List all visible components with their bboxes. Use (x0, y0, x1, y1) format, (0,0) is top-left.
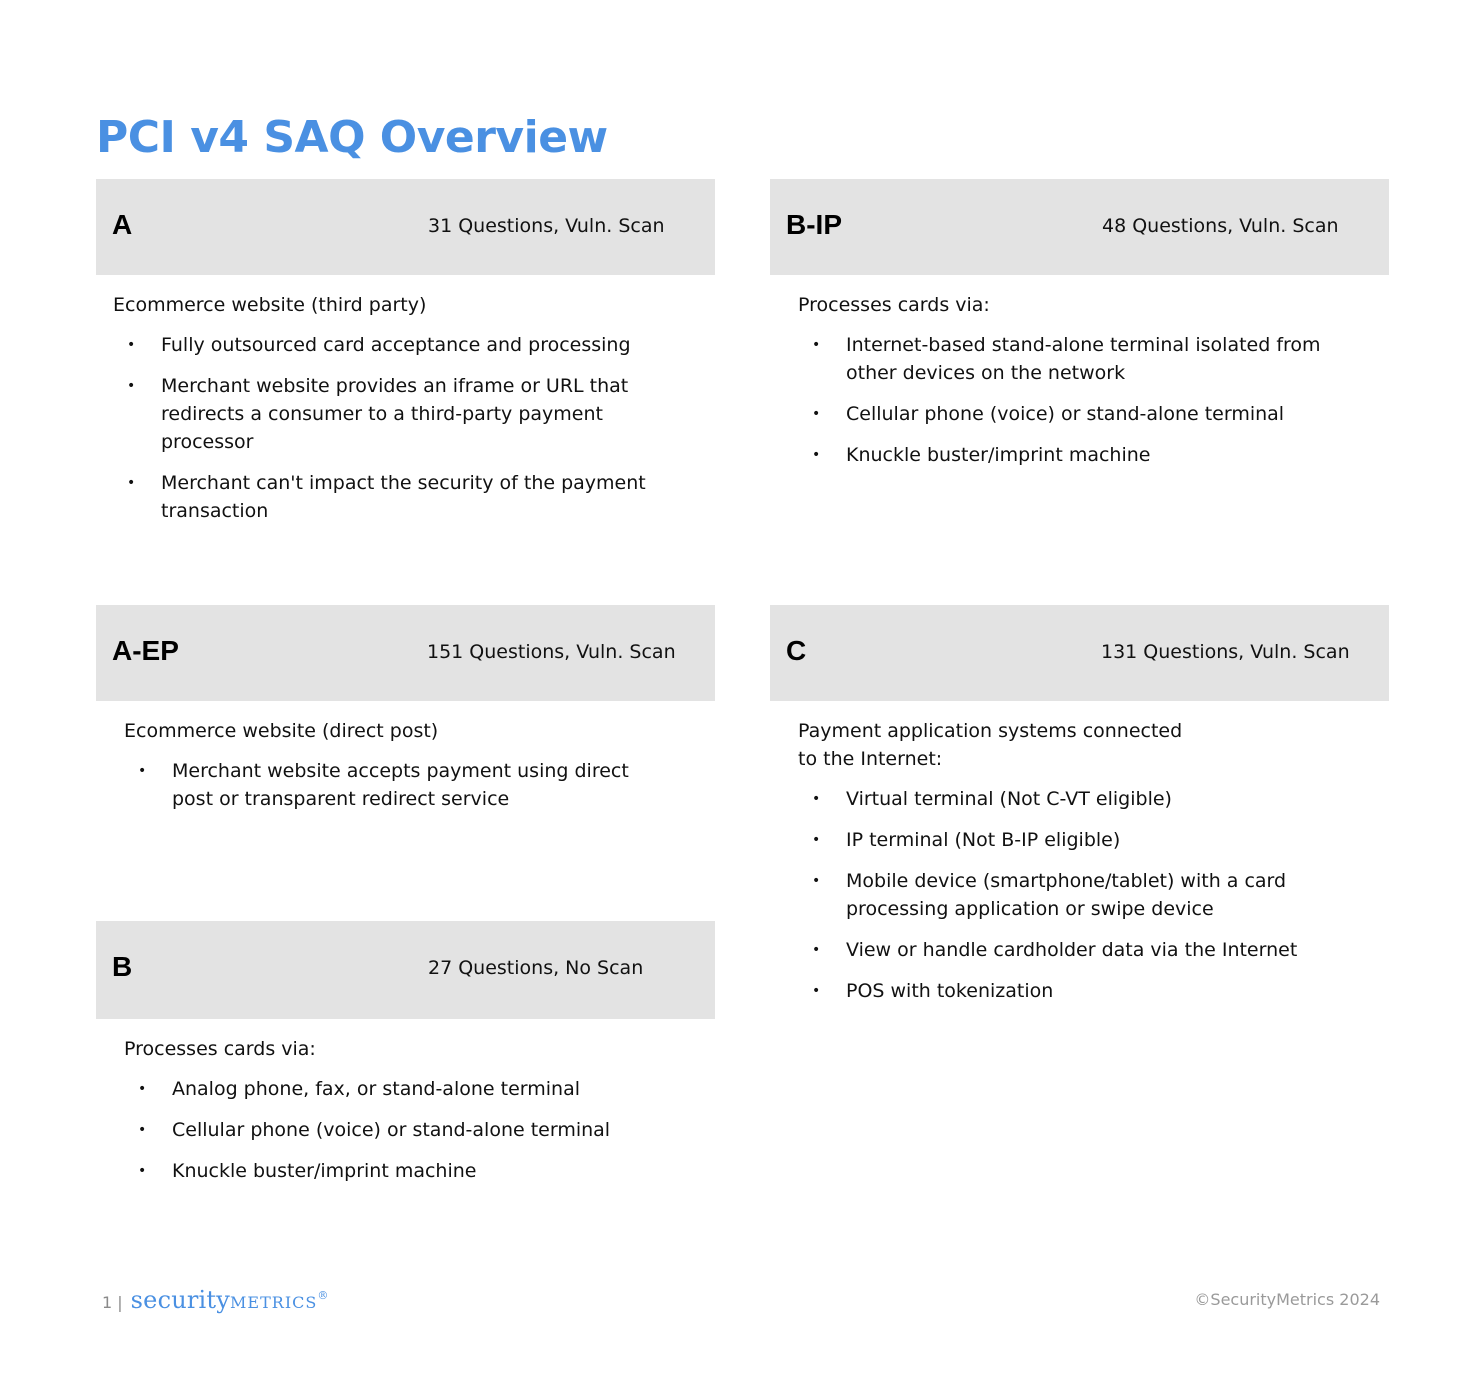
bullet-icon: • (138, 1081, 147, 1097)
saq-code: A-EP (112, 635, 179, 666)
bullet-icon: • (127, 475, 136, 491)
list-item: • View or handle cardholder data via the Internet (798, 936, 1383, 964)
bullet-icon: • (127, 378, 136, 394)
saq-questions: 27 Questions, No Scan (428, 957, 644, 979)
saq-card-c (770, 605, 1389, 1018)
card-intro: Ecommerce website (third party) (113, 294, 427, 316)
saq-code: B (112, 951, 133, 982)
list-item: • IP terminal (Not B-IP eligible) (798, 826, 1383, 854)
list-item: • Merchant can't impact the security of the payment transaction (113, 469, 673, 525)
saq-card-b-ip (770, 179, 1389, 482)
bullet-icon: • (812, 942, 821, 958)
list-item: • Internet-based stand-alone terminal isolated from other devices on the network (798, 331, 1373, 387)
card-body (96, 1019, 715, 1185)
card-header (96, 605, 715, 701)
card-header (96, 921, 715, 1019)
saq-card-b (96, 921, 715, 1198)
saq-card-a (96, 179, 715, 538)
bullet-icon: • (812, 791, 821, 807)
page-title: PCI v4 SAQ Overview (96, 112, 608, 163)
page-number: 1 | (102, 1293, 123, 1312)
card-intro: Ecommerce website (direct post) (124, 720, 439, 742)
list-item: • Knuckle buster/imprint machine (798, 441, 1373, 469)
saq-questions: 151 Questions, Vuln. Scan (427, 641, 676, 663)
list-item: • Merchant website provides an iframe or URL that redirects a consumer to a third-party payment processor (113, 372, 673, 456)
list-item: • Mobile device (smartphone/tablet) with a card processing application or swipe device (798, 867, 1383, 923)
list-item: • Cellular phone (voice) or stand-alone terminal (798, 400, 1373, 428)
bullet-icon: • (138, 763, 147, 779)
securitymetrics-logo: securityMETRICS® (130, 1286, 329, 1314)
list-item: • Analog phone, fax, or stand-alone terminal (124, 1075, 659, 1103)
saq-questions: 48 Questions, Vuln. Scan (1102, 215, 1339, 237)
bullet-icon: • (138, 1122, 147, 1138)
card-bullet-list (124, 757, 659, 813)
card-intro: Processes cards via: (798, 294, 990, 316)
copyright-notice: ©SecurityMetrics 2024 (1194, 1290, 1380, 1309)
footer-branding (102, 1286, 329, 1314)
card-body (770, 701, 1389, 1005)
bullet-icon: • (127, 337, 136, 353)
card-body (96, 701, 715, 813)
saq-card-a-ep (96, 605, 715, 826)
card-header (770, 605, 1389, 701)
bullet-icon: • (812, 832, 821, 848)
bullet-icon: • (812, 447, 821, 463)
bullet-icon: • (812, 337, 821, 353)
saq-questions: 31 Questions, Vuln. Scan (428, 215, 665, 237)
saq-code: C (786, 635, 807, 666)
card-body (770, 275, 1389, 469)
saq-code: B-IP (786, 209, 842, 240)
bullet-icon: • (812, 983, 821, 999)
card-header (96, 179, 715, 275)
list-item: • Cellular phone (voice) or stand-alone terminal (124, 1116, 659, 1144)
card-intro: Payment application systems connected to the Internet: (798, 720, 1183, 770)
card-bullet-list (124, 1075, 659, 1185)
card-bullet-list (798, 331, 1373, 469)
card-bullet-list (113, 331, 673, 525)
saq-code: A (112, 209, 133, 240)
list-item: • Virtual terminal (Not C-VT eligible) (798, 785, 1383, 813)
bullet-icon: • (138, 1163, 147, 1179)
card-body (96, 275, 715, 525)
list-item: • Knuckle buster/imprint machine (124, 1157, 659, 1185)
list-item: • Merchant website accepts payment using direct post or transparent redirect service (124, 757, 659, 813)
card-bullet-list (798, 785, 1383, 1005)
bullet-icon: • (812, 873, 821, 889)
saq-questions: 131 Questions, Vuln. Scan (1101, 641, 1350, 663)
card-header (770, 179, 1389, 275)
card-intro: Processes cards via: (124, 1038, 316, 1060)
list-item: • Fully outsourced card acceptance and processing (113, 331, 673, 359)
bullet-icon: • (812, 406, 821, 422)
list-item: • POS with tokenization (798, 977, 1383, 1005)
